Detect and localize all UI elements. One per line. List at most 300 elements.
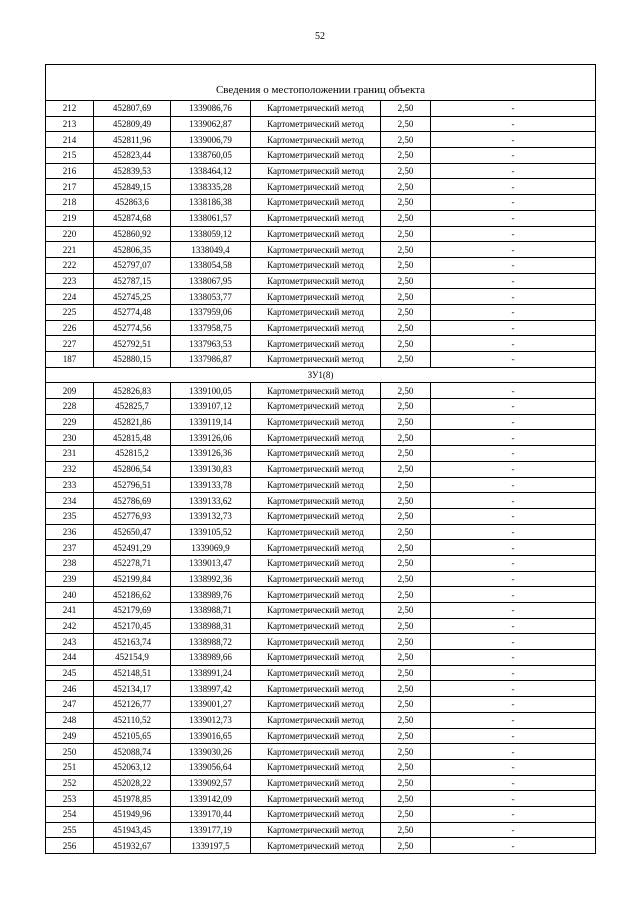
method-cell: Картометрический метод <box>251 508 381 524</box>
method-cell: Картометрический метод <box>251 226 381 242</box>
method-cell: Картометрический метод <box>251 555 381 571</box>
description-cell: - <box>431 822 596 838</box>
method-cell: Картометрический метод <box>251 210 381 226</box>
y-coordinate-cell: 1338335,28 <box>171 179 251 195</box>
method-cell: Картометрический метод <box>251 712 381 728</box>
description-cell: - <box>431 320 596 336</box>
accuracy-cell: 2,50 <box>381 618 431 634</box>
y-coordinate-cell: 1339170,44 <box>171 806 251 822</box>
table-row <box>46 697 596 713</box>
description-cell: - <box>431 132 596 148</box>
x-coordinate-cell: 452815,2 <box>94 446 171 462</box>
point-number-cell: 250 <box>46 744 94 760</box>
description-cell: - <box>431 665 596 681</box>
x-coordinate-cell: 451943,45 <box>94 822 171 838</box>
accuracy-cell: 2,50 <box>381 744 431 760</box>
table-body <box>46 65 596 854</box>
accuracy-cell: 2,50 <box>381 163 431 179</box>
table-row <box>46 304 596 320</box>
description-cell: - <box>431 493 596 509</box>
x-coordinate-cell: 452126,77 <box>94 697 171 713</box>
method-cell: Картометрический метод <box>251 383 381 399</box>
method-cell: Картометрический метод <box>251 540 381 556</box>
x-coordinate-cell: 452776,93 <box>94 508 171 524</box>
x-coordinate-cell: 452105,65 <box>94 728 171 744</box>
description-cell: - <box>431 163 596 179</box>
point-number-cell: 225 <box>46 304 94 320</box>
method-cell: Картометрический метод <box>251 759 381 775</box>
x-coordinate-cell: 452110,52 <box>94 712 171 728</box>
description-cell: - <box>431 681 596 697</box>
method-cell: Картометрический метод <box>251 257 381 273</box>
y-coordinate-cell: 1339142,09 <box>171 791 251 807</box>
y-coordinate-cell: 1339119,14 <box>171 414 251 430</box>
x-coordinate-cell: 452774,56 <box>94 320 171 336</box>
accuracy-cell: 2,50 <box>381 540 431 556</box>
point-number-cell: 247 <box>46 697 94 713</box>
method-cell: Картометрический метод <box>251 650 381 666</box>
point-number-cell: 256 <box>46 838 94 854</box>
point-number-cell: 236 <box>46 524 94 540</box>
accuracy-cell: 2,50 <box>381 634 431 650</box>
table-row <box>46 603 596 619</box>
table-row <box>46 540 596 556</box>
accuracy-cell: 2,50 <box>381 148 431 164</box>
point-number-cell: 233 <box>46 477 94 493</box>
y-coordinate-cell: 1338760,05 <box>171 148 251 164</box>
x-coordinate-cell: 452170,45 <box>94 618 171 634</box>
method-cell: Картометрический метод <box>251 179 381 195</box>
method-cell: Картометрический метод <box>251 461 381 477</box>
table-row <box>46 116 596 132</box>
description-cell: - <box>431 587 596 603</box>
table-row <box>46 179 596 195</box>
x-coordinate-cell: 452186,62 <box>94 587 171 603</box>
description-cell: - <box>431 744 596 760</box>
x-coordinate-cell: 452809,49 <box>94 116 171 132</box>
y-coordinate-cell: 1338991,24 <box>171 665 251 681</box>
point-number-cell: 238 <box>46 555 94 571</box>
method-cell: Картометрический метод <box>251 587 381 603</box>
point-number-cell: 215 <box>46 148 94 164</box>
x-coordinate-cell: 452806,35 <box>94 242 171 258</box>
accuracy-cell: 2,50 <box>381 257 431 273</box>
point-number-cell: 218 <box>46 195 94 211</box>
table-row <box>46 681 596 697</box>
accuracy-cell: 2,50 <box>381 791 431 807</box>
description-cell: - <box>431 101 596 117</box>
x-coordinate-cell: 452148,51 <box>94 665 171 681</box>
accuracy-cell: 2,50 <box>381 289 431 305</box>
table-row <box>46 650 596 666</box>
table-row <box>46 806 596 822</box>
accuracy-cell: 2,50 <box>381 838 431 854</box>
page-number: 52 <box>315 31 325 42</box>
point-number-cell: 216 <box>46 163 94 179</box>
method-cell: Картометрический метод <box>251 195 381 211</box>
method-cell: Картометрический метод <box>251 242 381 258</box>
y-coordinate-cell: 1338053,77 <box>171 289 251 305</box>
y-coordinate-cell: 1339016,65 <box>171 728 251 744</box>
y-coordinate-cell: 1339126,36 <box>171 446 251 462</box>
description-cell: - <box>431 179 596 195</box>
point-number-cell: 187 <box>46 352 94 368</box>
x-coordinate-cell: 452807,69 <box>94 101 171 117</box>
table-row <box>46 336 596 352</box>
y-coordinate-cell: 1339062,87 <box>171 116 251 132</box>
accuracy-cell: 2,50 <box>381 226 431 242</box>
y-coordinate-cell: 1339092,57 <box>171 775 251 791</box>
point-number-cell: 239 <box>46 571 94 587</box>
x-coordinate-cell: 452826,83 <box>94 383 171 399</box>
point-number-cell: 223 <box>46 273 94 289</box>
point-number-cell: 252 <box>46 775 94 791</box>
table-row <box>46 791 596 807</box>
description-cell: - <box>431 226 596 242</box>
method-cell: Картометрический метод <box>251 775 381 791</box>
y-coordinate-cell: 1339126,06 <box>171 430 251 446</box>
point-number-cell: 251 <box>46 759 94 775</box>
y-coordinate-cell: 1339107,12 <box>171 399 251 415</box>
table-row <box>46 838 596 854</box>
accuracy-cell: 2,50 <box>381 320 431 336</box>
table-row <box>46 712 596 728</box>
point-number-cell: 222 <box>46 257 94 273</box>
table-row <box>46 132 596 148</box>
point-number-cell: 240 <box>46 587 94 603</box>
accuracy-cell: 2,50 <box>381 650 431 666</box>
description-cell: - <box>431 210 596 226</box>
y-coordinate-cell: 1338988,31 <box>171 618 251 634</box>
point-number-cell: 228 <box>46 399 94 415</box>
y-coordinate-cell: 1339133,62 <box>171 493 251 509</box>
x-coordinate-cell: 452787,15 <box>94 273 171 289</box>
y-coordinate-cell: 1338992,36 <box>171 571 251 587</box>
method-cell: Картометрический метод <box>251 148 381 164</box>
table-row <box>46 508 596 524</box>
description-cell: - <box>431 791 596 807</box>
table-row <box>46 399 596 415</box>
method-cell: Картометрический метод <box>251 101 381 117</box>
x-coordinate-cell: 452774,48 <box>94 304 171 320</box>
table-row <box>46 430 596 446</box>
description-cell: - <box>431 524 596 540</box>
y-coordinate-cell: 1337959,06 <box>171 304 251 320</box>
x-coordinate-cell: 452821,86 <box>94 414 171 430</box>
y-coordinate-cell: 1339056,64 <box>171 759 251 775</box>
point-number-cell: 248 <box>46 712 94 728</box>
accuracy-cell: 2,50 <box>381 132 431 148</box>
y-coordinate-cell: 1337986,87 <box>171 352 251 368</box>
x-coordinate-cell: 452825,7 <box>94 399 171 415</box>
table-row <box>46 571 596 587</box>
method-cell: Картометрический метод <box>251 697 381 713</box>
method-cell: Картометрический метод <box>251 634 381 650</box>
accuracy-cell: 2,50 <box>381 242 431 258</box>
y-coordinate-cell: 1339132,73 <box>171 508 251 524</box>
accuracy-cell: 2,50 <box>381 587 431 603</box>
method-cell: Картометрический метод <box>251 273 381 289</box>
method-cell: Картометрический метод <box>251 446 381 462</box>
accuracy-cell: 2,50 <box>381 352 431 368</box>
x-coordinate-cell: 452796,51 <box>94 477 171 493</box>
point-number-cell: 253 <box>46 791 94 807</box>
description-cell: - <box>431 650 596 666</box>
method-cell: Картометрический метод <box>251 681 381 697</box>
y-coordinate-cell: 1339130,83 <box>171 461 251 477</box>
description-cell: - <box>431 806 596 822</box>
table-row <box>46 163 596 179</box>
method-cell: Картометрический метод <box>251 336 381 352</box>
description-cell: - <box>431 555 596 571</box>
method-cell: Картометрический метод <box>251 132 381 148</box>
point-number-cell: 209 <box>46 383 94 399</box>
x-coordinate-cell: 452863,6 <box>94 195 171 211</box>
accuracy-cell: 2,50 <box>381 728 431 744</box>
x-coordinate-cell: 452063,12 <box>94 759 171 775</box>
table-row <box>46 320 596 336</box>
method-cell: Картометрический метод <box>251 116 381 132</box>
table-row <box>46 634 596 650</box>
method-cell: Картометрический метод <box>251 304 381 320</box>
table-row <box>46 148 596 164</box>
accuracy-cell: 2,50 <box>381 806 431 822</box>
accuracy-cell: 2,50 <box>381 493 431 509</box>
group-row <box>46 367 596 383</box>
table-row <box>46 555 596 571</box>
y-coordinate-cell: 1339006,79 <box>171 132 251 148</box>
table-row <box>46 618 596 634</box>
x-coordinate-cell: 452278,71 <box>94 555 171 571</box>
x-coordinate-cell: 452811,96 <box>94 132 171 148</box>
x-coordinate-cell: 451932,67 <box>94 838 171 854</box>
point-number-cell: 245 <box>46 665 94 681</box>
x-coordinate-cell: 452860,92 <box>94 226 171 242</box>
point-number-cell: 232 <box>46 461 94 477</box>
table-row <box>46 195 596 211</box>
y-coordinate-cell: 1339100,05 <box>171 383 251 399</box>
table-title: Сведения о местоположении границ объекта <box>46 65 596 101</box>
description-cell: - <box>431 148 596 164</box>
point-number-cell: 224 <box>46 289 94 305</box>
y-coordinate-cell: 1338997,42 <box>171 681 251 697</box>
method-cell: Картометрический метод <box>251 163 381 179</box>
boundary-coordinates-table <box>45 64 596 854</box>
table-row <box>46 775 596 791</box>
table-row <box>46 414 596 430</box>
accuracy-cell: 2,50 <box>381 116 431 132</box>
accuracy-cell: 2,50 <box>381 383 431 399</box>
accuracy-cell: 2,50 <box>381 210 431 226</box>
table-row <box>46 446 596 462</box>
description-cell: - <box>431 634 596 650</box>
accuracy-cell: 2,50 <box>381 508 431 524</box>
method-cell: Картометрический метод <box>251 744 381 760</box>
description-cell: - <box>431 352 596 368</box>
method-cell: Картометрический метод <box>251 571 381 587</box>
point-number-cell: 231 <box>46 446 94 462</box>
y-coordinate-cell: 1339001,27 <box>171 697 251 713</box>
point-number-cell: 217 <box>46 179 94 195</box>
description-cell: - <box>431 540 596 556</box>
method-cell: Картометрический метод <box>251 728 381 744</box>
table-row <box>46 461 596 477</box>
description-cell: - <box>431 257 596 273</box>
description-cell: - <box>431 289 596 305</box>
table-row <box>46 273 596 289</box>
x-coordinate-cell: 452874,68 <box>94 210 171 226</box>
description-cell: - <box>431 336 596 352</box>
method-cell: Картометрический метод <box>251 838 381 854</box>
point-number-cell: 219 <box>46 210 94 226</box>
y-coordinate-cell: 1339177,19 <box>171 822 251 838</box>
accuracy-cell: 2,50 <box>381 304 431 320</box>
description-cell: - <box>431 430 596 446</box>
description-cell: - <box>431 571 596 587</box>
accuracy-cell: 2,50 <box>381 555 431 571</box>
accuracy-cell: 2,50 <box>381 759 431 775</box>
description-cell: - <box>431 728 596 744</box>
method-cell: Картометрический метод <box>251 477 381 493</box>
y-coordinate-cell: 1338049,4 <box>171 242 251 258</box>
table-row <box>46 257 596 273</box>
y-coordinate-cell: 1338059,12 <box>171 226 251 242</box>
accuracy-cell: 2,50 <box>381 336 431 352</box>
x-coordinate-cell: 452088,74 <box>94 744 171 760</box>
x-coordinate-cell: 452880,15 <box>94 352 171 368</box>
x-coordinate-cell: 452745,25 <box>94 289 171 305</box>
description-cell: - <box>431 414 596 430</box>
accuracy-cell: 2,50 <box>381 430 431 446</box>
table-row <box>46 242 596 258</box>
description-cell: - <box>431 273 596 289</box>
description-cell: - <box>431 116 596 132</box>
x-coordinate-cell: 452179,69 <box>94 603 171 619</box>
point-number-cell: 234 <box>46 493 94 509</box>
table-row <box>46 210 596 226</box>
x-coordinate-cell: 452650,47 <box>94 524 171 540</box>
description-cell: - <box>431 446 596 462</box>
method-cell: Картометрический метод <box>251 822 381 838</box>
method-cell: Картометрический метод <box>251 399 381 415</box>
y-coordinate-cell: 1338988,71 <box>171 603 251 619</box>
description-cell: - <box>431 304 596 320</box>
description-cell: - <box>431 697 596 713</box>
x-coordinate-cell: 452028,22 <box>94 775 171 791</box>
x-coordinate-cell: 452154,9 <box>94 650 171 666</box>
point-number-cell: 227 <box>46 336 94 352</box>
description-cell: - <box>431 383 596 399</box>
y-coordinate-cell: 1339105,52 <box>171 524 251 540</box>
description-cell: - <box>431 618 596 634</box>
method-cell: Картометрический метод <box>251 665 381 681</box>
accuracy-cell: 2,50 <box>381 697 431 713</box>
table-row <box>46 728 596 744</box>
point-number-cell: 242 <box>46 618 94 634</box>
point-number-cell: 226 <box>46 320 94 336</box>
description-cell: - <box>431 242 596 258</box>
accuracy-cell: 2,50 <box>381 603 431 619</box>
accuracy-cell: 2,50 <box>381 712 431 728</box>
table-row <box>46 226 596 242</box>
accuracy-cell: 2,50 <box>381 524 431 540</box>
y-coordinate-cell: 1338989,66 <box>171 650 251 666</box>
point-number-cell: 255 <box>46 822 94 838</box>
y-coordinate-cell: 1338061,57 <box>171 210 251 226</box>
method-cell: Картометрический метод <box>251 289 381 305</box>
method-cell: Картометрический метод <box>251 352 381 368</box>
x-coordinate-cell: 452199,84 <box>94 571 171 587</box>
table-row <box>46 477 596 493</box>
table-row <box>46 744 596 760</box>
accuracy-cell: 2,50 <box>381 775 431 791</box>
accuracy-cell: 2,50 <box>381 101 431 117</box>
x-coordinate-cell: 452839,53 <box>94 163 171 179</box>
description-cell: - <box>431 838 596 854</box>
y-coordinate-cell: 1338989,76 <box>171 587 251 603</box>
y-coordinate-cell: 1338988,72 <box>171 634 251 650</box>
method-cell: Картометрический метод <box>251 806 381 822</box>
description-cell: - <box>431 461 596 477</box>
accuracy-cell: 2,50 <box>381 179 431 195</box>
table-row <box>46 822 596 838</box>
accuracy-cell: 2,50 <box>381 414 431 430</box>
boundary-table-sheet <box>45 64 595 854</box>
x-coordinate-cell: 452792,51 <box>94 336 171 352</box>
description-cell: - <box>431 195 596 211</box>
method-cell: Картометрический метод <box>251 320 381 336</box>
point-number-cell: 254 <box>46 806 94 822</box>
y-coordinate-cell: 1337958,75 <box>171 320 251 336</box>
y-coordinate-cell: 1339086,76 <box>171 101 251 117</box>
table-header-row <box>46 65 596 101</box>
point-number-cell: 221 <box>46 242 94 258</box>
accuracy-cell: 2,50 <box>381 195 431 211</box>
description-cell: - <box>431 477 596 493</box>
table-row <box>46 524 596 540</box>
accuracy-cell: 2,50 <box>381 477 431 493</box>
y-coordinate-cell: 1338464,12 <box>171 163 251 179</box>
method-cell: Картометрический метод <box>251 524 381 540</box>
point-number-cell: 249 <box>46 728 94 744</box>
accuracy-cell: 2,50 <box>381 461 431 477</box>
description-cell: - <box>431 508 596 524</box>
description-cell: - <box>431 399 596 415</box>
point-number-cell: 235 <box>46 508 94 524</box>
accuracy-cell: 2,50 <box>381 571 431 587</box>
y-coordinate-cell: 1339069,9 <box>171 540 251 556</box>
x-coordinate-cell: 452806,54 <box>94 461 171 477</box>
method-cell: Картометрический метод <box>251 603 381 619</box>
point-number-cell: 220 <box>46 226 94 242</box>
point-number-cell: 229 <box>46 414 94 430</box>
description-cell: - <box>431 759 596 775</box>
point-number-cell: 243 <box>46 634 94 650</box>
accuracy-cell: 2,50 <box>381 399 431 415</box>
x-coordinate-cell: 452786,69 <box>94 493 171 509</box>
accuracy-cell: 2,50 <box>381 273 431 289</box>
table-row <box>46 665 596 681</box>
table-row <box>46 289 596 305</box>
table-row <box>46 101 596 117</box>
y-coordinate-cell: 1337963,53 <box>171 336 251 352</box>
table-row <box>46 587 596 603</box>
y-coordinate-cell: 1339013,47 <box>171 555 251 571</box>
x-coordinate-cell: 452797,07 <box>94 257 171 273</box>
point-number-cell: 246 <box>46 681 94 697</box>
method-cell: Картометрический метод <box>251 430 381 446</box>
y-coordinate-cell: 1339030,26 <box>171 744 251 760</box>
